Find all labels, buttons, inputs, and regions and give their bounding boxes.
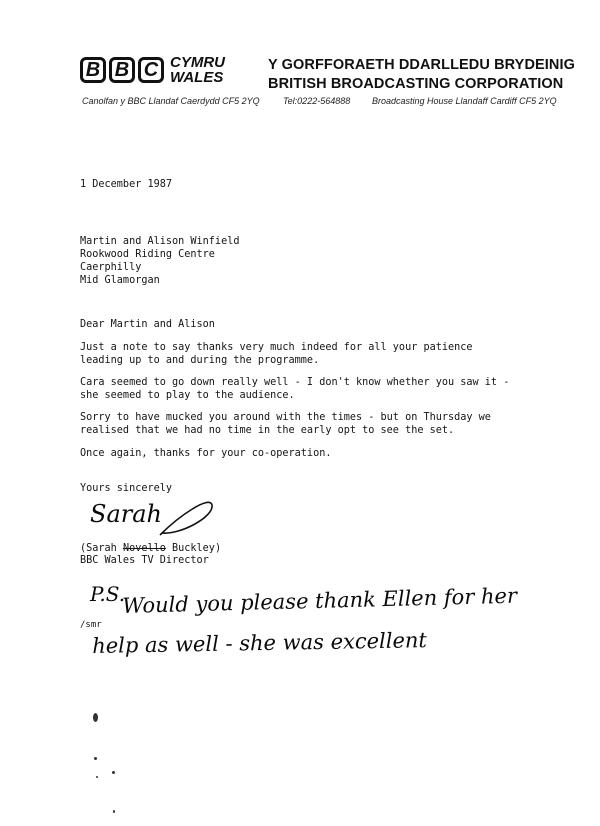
bbc-logo xyxy=(80,55,225,85)
scan-speck xyxy=(113,810,115,813)
bbc-logo-letter: B xyxy=(80,57,106,83)
bbc-logo-cymru: CYMRU xyxy=(170,54,225,71)
recipient-line: Mid Glamorgan xyxy=(80,275,160,286)
signatory-title: BBC Wales TV Director xyxy=(80,555,209,566)
signature: Sarah xyxy=(90,500,162,528)
bbc-logo-letter: C xyxy=(138,57,164,83)
scan-speck xyxy=(112,771,115,774)
address-welsh: Canolfan y BBC Llandaf Caerdydd CF5 2YQ xyxy=(82,96,260,106)
bbc-logo-letter: B xyxy=(109,57,135,83)
postscript-line: help as well - she was excellent xyxy=(92,628,428,658)
salutation: Dear Martin and Alison xyxy=(80,319,215,330)
recipient-line: Rookwood Riding Centre xyxy=(80,249,215,260)
bbc-logo-boxes xyxy=(80,57,164,83)
bbc-logo-region xyxy=(170,55,225,85)
postscript-label: P.S. xyxy=(90,582,126,606)
telephone-number: Tel:0222-564888 xyxy=(283,96,351,106)
body-paragraph: Cara seemed to go down really well - I don't know whether you saw it - she seemed to play to the audience. xyxy=(80,377,510,401)
letter-date: 1 December 1987 xyxy=(80,179,173,190)
recipient-line: Caerphilly xyxy=(80,262,142,273)
body-paragraph: Sorry to have mucked you around with the times - but on Thursday we realised that we had no time in the early opt to see the set. xyxy=(80,412,491,436)
scan-speck xyxy=(96,776,98,778)
corporation-name xyxy=(268,56,575,94)
signature-flourish xyxy=(140,495,220,545)
scan-speck xyxy=(94,757,97,760)
body-paragraph: Just a note to say thanks very much indeed for all your patience leading up to and during the programme. xyxy=(80,342,473,366)
corporation-name-welsh: Y GORFFORAETH DDARLLEDU BRYDEINIG xyxy=(268,57,575,73)
signatory-name xyxy=(80,543,221,555)
reference-initials: /smr xyxy=(80,620,102,630)
closing: Yours sincerely xyxy=(80,483,173,494)
signatory-close: Buckley) xyxy=(165,543,222,554)
body-paragraph: Once again, thanks for your co-operation. xyxy=(80,448,332,459)
bbc-logo-wales: WALES xyxy=(170,69,224,86)
recipient-line: Martin and Alison Winfield xyxy=(80,236,240,247)
scan-speck xyxy=(93,713,98,722)
signatory-struck: Novello xyxy=(122,543,166,554)
postscript-line: Would you please thank Ellen for her xyxy=(122,583,518,618)
corporation-name-english: BRITISH BROADCASTING CORPORATION xyxy=(268,76,564,92)
address-english: Broadcasting House Llandaff Cardiff CF5 2YQ xyxy=(372,96,557,106)
signatory-open: (Sarah xyxy=(80,543,123,554)
